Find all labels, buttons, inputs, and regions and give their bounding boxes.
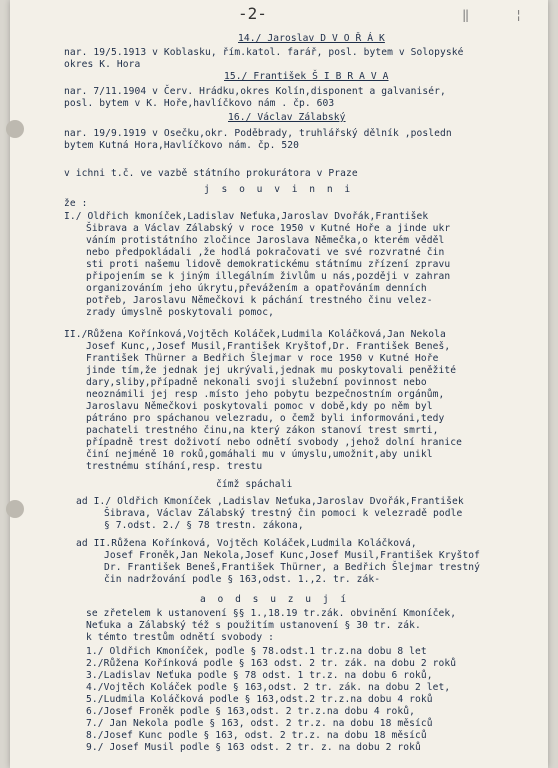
text-line: nar. 19/9.1919 v Osečku,okr. Poděbrady, truhlářský dělník ,posledn: [64, 128, 452, 139]
text-line: ad I./ Oldřich Kmoníček ,Ladislav Neťuka,Jaroslav Dvořák,František: [76, 496, 464, 507]
text-line: zrady úmyslně poskytovali pomoc,: [86, 307, 275, 318]
text-line: dary,sliby,případně nekonali svoji služební povinnost nebo: [86, 377, 427, 388]
sentence-item: 9./ Josef Musil podle § 163 odst. 2 tr. z. na dobu 2 roků: [86, 742, 421, 753]
text-line: v ichni t.č. ve vazbě státního prokurátora v Praze: [64, 168, 358, 179]
text-line: § 7.odst. 2./ § 78 trestn. zákona,: [104, 520, 304, 531]
text-line: Josef Kunc,,Josef Musil,František Kryštof,Dr. František Beneš,: [86, 341, 451, 352]
text-line: II./Růžena Kořínková,Vojtěch Koláček,Ludmila Koláčková,Jan Nekola: [64, 329, 446, 340]
text-line: Šibrava a Václav Zálabský v roce 1950 v Kutné Hoře a jinde ukr: [86, 223, 451, 234]
text-line: organizováním jeho úkrytu,převážením a opatřováním denních: [86, 283, 427, 294]
defendant-heading: 15./ František Š I B R A V A: [224, 71, 389, 82]
corner-mark: ¦: [515, 8, 523, 22]
sentence-item: 2./Růžena Kořínková podle § 163 odst. 2 tr. zák. na dobu 2 roků: [86, 658, 457, 669]
defendant-heading: 16./ Václav Zálabský: [228, 112, 346, 123]
text-line: bytem Kutná Hora,Havlíčkovo nám. čp. 520: [64, 140, 300, 151]
text-line: Šibrava, Václav Zálabský trestný čin pomoci k velezradě podle: [104, 508, 463, 519]
defendant-heading: 14./ Jaroslav D V O Ř Á K: [238, 33, 385, 44]
sentence-item: 1./ Oldřich Kmoníček, podle § 78.odst.1 tr.z.na dobu 8 let: [86, 646, 427, 657]
text-line: neoznámili jej resp .místo jeho pobytu bezpečnostním orgánům,: [86, 389, 445, 400]
text-line: nar. 7/11.1904 v Červ. Hrádku,okres Kolín,disponent a galvanisér,: [64, 86, 446, 97]
text-line: okres K. Hora: [64, 59, 141, 70]
section-heading: j s o u v i n n i: [204, 184, 354, 195]
text-line: Jaroslavu Němečkovi poskytovali pomoc v době,kdy po něm byl: [86, 401, 433, 412]
corner-mark: ‖: [462, 8, 470, 22]
text-line: čin nadržování podle § 163,odst. 1.,2. tr. zák-: [104, 574, 381, 585]
text-line: případně trest doživotí nebo odnětí svobody ,jehož dolní hranice: [86, 437, 463, 448]
section-heading: čímž spáchali: [216, 479, 293, 490]
text-line: sti proti našemu lidově demokratickému státnímu zřízení zpravu: [86, 259, 451, 270]
text-line: činí nejméně 10 roků,gomáhali mu v úmyslu,umožnit,aby unikl: [86, 449, 433, 460]
section-heading: a o d s u z u j í: [200, 594, 350, 605]
text-line: posl. bytem v K. Hoře,havlíčkovo nám . čp. 603: [64, 98, 335, 109]
sentence-item: 4./Vojtěch Koláček podle § 163,odst. 2 tr. zák. na dobu 2 let,: [86, 682, 451, 693]
text-line: nar. 19/5.1913 v Koblasku, řím.katol. farář, posl. bytem v Solopyské: [64, 47, 464, 58]
text-line: potřeb, Jaroslavu Němečkovi k páchání trestného činu velez-: [86, 295, 433, 306]
text-line: pachateli trestného činu,na který zákon stanoví trest smrti,: [86, 425, 439, 436]
text-line: že :: [64, 198, 88, 209]
text-line: Josef Froněk,Jan Nekola,Josef Kunc,Josef Musil,František Kryštof: [104, 550, 481, 561]
text-line: k témto trestům odnětí svobody :: [86, 632, 275, 643]
text-line: připojením se k jiným illegálním živlům u nás,později v zahran: [86, 271, 451, 282]
sentence-item: 6./Josef Froněk podle § 163,odst. 2 tr.z.na dobu 4 roků,: [86, 706, 416, 717]
sentence-item: 8./Josef Kunc podle § 163, odst. 2 tr.z. na dobu 18 měsíců: [86, 730, 427, 741]
punch-hole: [6, 500, 24, 518]
text-line: nebo předpokládali ,že hodlá pokračovati ve své rozvratné čin: [86, 247, 445, 258]
sentence-item: 3./Ladislav Neťuka podle § 78 odst. 1 tr.z. na dobu 6 roků,: [86, 670, 433, 681]
page-number: -2-: [238, 4, 267, 23]
sentence-item: 7./ Jan Nekola podle § 163, odst. 2 tr.z. na dobu 18 měsíců: [86, 718, 433, 729]
text-line: Dr. František Beneš,František Thürner, a Bedřich Šlejmar trestný: [104, 562, 481, 573]
text-line: I./ Oldřich kmoníček,Ladislav Neťuka,Jaroslav Dvořák,František: [64, 211, 429, 222]
punch-hole: [6, 120, 24, 138]
text-line: František Thürner a Bedřich Šlejmar v roce 1950 v Kutné Hoře: [86, 353, 439, 364]
text-line: ad II.Růžena Kořínková, Vojtěch Koláček,Ludmila Koláčková,: [76, 538, 417, 549]
text-line: trestnému stíhání,resp. trestu: [86, 461, 263, 472]
sentence-item: 5./Ludmila Koláčková podle § 163,odst.2 tr.z.na dobu 4 roků: [86, 694, 433, 705]
text-line: pátráno pro spáchanou velezradu, o čemž byli informováni,tedy: [86, 413, 445, 424]
text-line: váním protistátního zločince Jaroslava Němečka,o kterém věděl: [86, 235, 445, 246]
text-line: Neťuka a Zálabský též s použitím ustanovení § 30 tr. zák.: [86, 620, 421, 631]
document-page: [10, 0, 548, 768]
text-line: jinde tím,že jednak jej ukrývali,jednak mu poskytovali peněžité: [86, 365, 457, 376]
text-line: se zřetelem k ustanovení §§ 1.,18.19 tr.zák. obvinění Kmoníček,: [86, 608, 457, 619]
